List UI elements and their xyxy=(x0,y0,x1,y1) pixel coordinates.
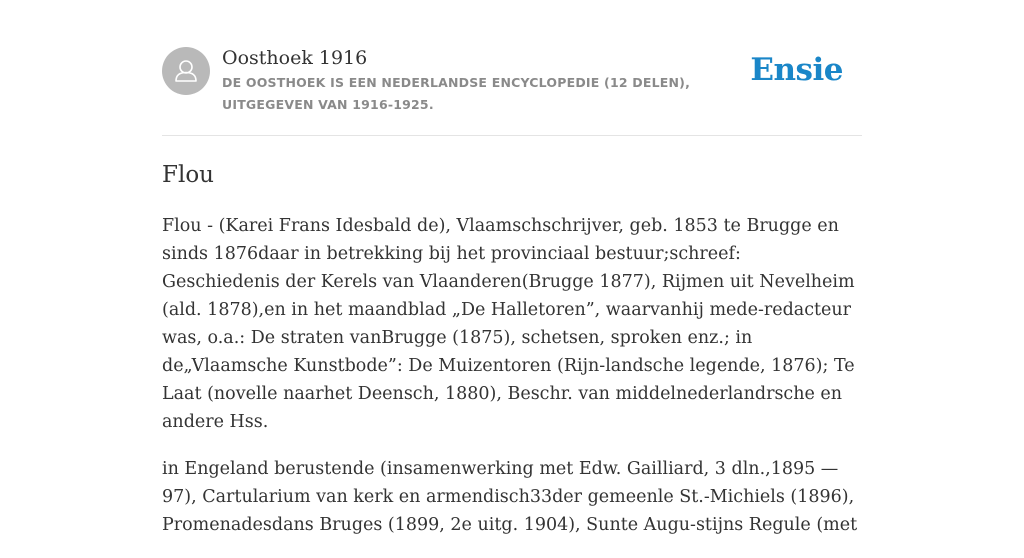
header-divider xyxy=(162,135,862,136)
avatar[interactable] xyxy=(162,47,210,95)
article-body xyxy=(162,212,862,558)
article-paragraph: Flou - (Karei Frans Idesbald de), Vlaamschschrijver, geb. 1853 te Brugge en sinds 1876daar in betrekking bij het provinciaal bestuur;schreef: Geschiedenis der Kerels van Vlaanderen(Brugge 1877), Rijmen uit Nevelheim (ald. 1878),en in het maandblad „De Halletoren”, waarvanhij mede-redacteur was, o.a.: De straten vanBrugge (1875), schetsen, sproken enz.; in de„Vlaamsche Kunstbode”: De Muizentoren (Rijn-landsche legende, 1876); Te Laat (novelle naarhet Deensch, 1880), Beschr. van middelnederlandrsche en andere Hss. xyxy=(162,216,855,432)
ensie-logo[interactable]: Ensie xyxy=(750,52,843,88)
source-title[interactable]: Oosthoek 1916 xyxy=(222,47,368,69)
user-icon xyxy=(162,47,210,95)
article-title: Flou xyxy=(162,162,214,188)
source-description: DE OOSTHOEK IS EEN NEDERLANDSE ENCYCLOPEDIE (12 DELEN), UITGEGEVEN VAN 1916-1925. xyxy=(222,75,691,112)
article-paragraph: in Engeland berustende (insamenwerking met Edw. Gailliard, 3 dln.,1895 —97), Cartularium van kerk en armendisch33der gemeenle St.-Michiels (1896), Promenadesdans Bruges (1899, 2e uitg. 1904), Sunte Augu-stijns Regule (met xyxy=(162,459,858,535)
